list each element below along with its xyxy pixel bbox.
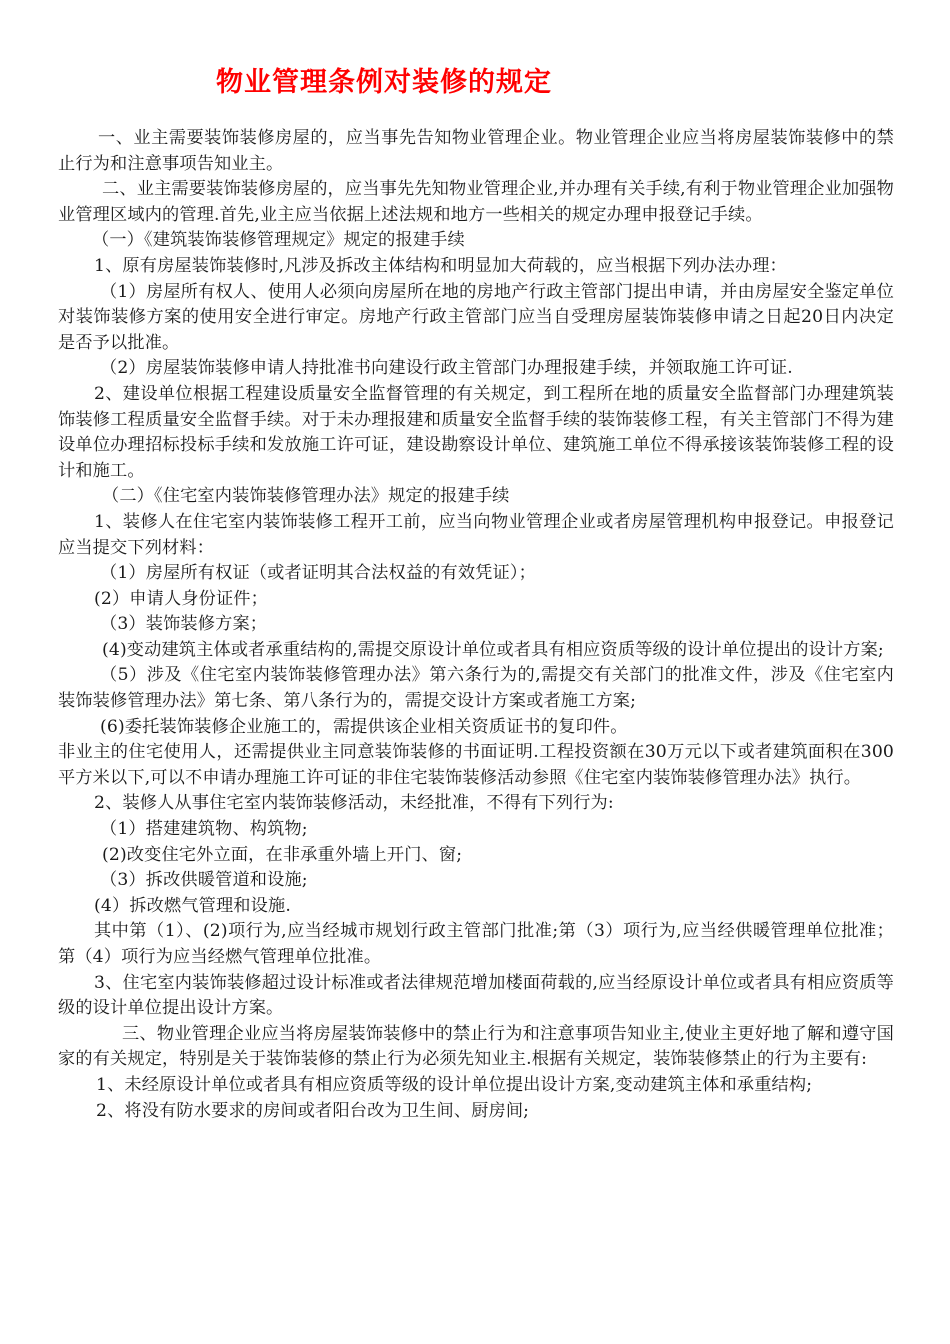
paragraph: （二）《住宅室内装饰装修管理办法》规定的报建手续 (102, 486, 510, 507)
paragraph: 1、原有房屋装饰装修时,凡涉及拆改主体结构和明显加大荷载的，应当根据下列办法办理： (94, 255, 787, 276)
paragraph: (6)委托装饰装修企业施工的，需提供该企业相关资质证书的复印件。 (100, 716, 628, 737)
paragraph: 2、装修人从事住宅室内装饰装修活动，未经批准，不得有下列行为: (94, 793, 614, 814)
paragraph: （1）搭建建筑物、构筑物; (100, 819, 308, 840)
paragraph: (4)变动建筑主体或者承重结构的,需提交原设计单位或者具有相应资质等级的设计单位提出的设计方案; (102, 639, 884, 660)
paragraph: 3、住宅室内装饰装修超过设计标准或者法律规范增加楼面荷载的,应当经原设计单位或者具有相应资质等级的设计单位提出设计方案。 (58, 972, 894, 1019)
paragraph: 二、业主需要装饰装修房屋的，应当事先先知物业管理企业,并办理有关手续,有利于物业管理企业加强物业管理区域内的管理.首先,业主应当依据上述法规和地方一些相关的规定办理申报登记手续。 (58, 179, 894, 225)
paragraph: （1）房屋所有权人、使用人必须向房屋所在地的房地产行政主管部门提出申请，并由房屋安全鉴定单位对装饰装修方案的使用安全进行审定。房地产行政主管部门应当自受理房屋装饰装修申请之日起20日内决定是否予以批准。 (58, 281, 894, 353)
paragraph: (2)改变住宅外立面，在非承重外墙上开门、窗; (102, 844, 463, 865)
paragraph: 2、将没有防水要求的房间或者阳台改为卫生间、厨房间; (96, 1100, 530, 1121)
paragraph: 1、装修人在住宅室内装饰装修工程开工前，应当向物业管理企业或者房屋管理机构申报登记。申报登记应当提交下列材料： (58, 511, 894, 558)
paragraph: 非业主的住宅使用人，还需提供业主同意装饰装修的书面证明.工程投资额在30万元以下或者建筑面积在300平方米以下,可以不申请办理施工许可证的非住宅装饰装修活动参照《住宅室内装饰装修管理办法》执行。 (58, 742, 894, 788)
paragraph: （3）拆改供暖管道和设施; (100, 870, 308, 891)
paragraph: (2）申请人身份证件； (94, 588, 268, 609)
document-page (58, 64, 894, 1124)
paragraph: 一、业主需要装饰装修房屋的，应当事先告知物业管理企业。物业管理企业应当将房屋装饰装修中的禁止行为和注意事项告知业主。 (58, 128, 894, 174)
paragraph: （1）房屋所有权证（或者证明其合法权益的有效凭证）； (100, 563, 536, 584)
paragraph: 1、未经原设计单位或者具有相应资质等级的设计单位提出设计方案,变动建筑主体和承重结构; (96, 1074, 813, 1095)
paragraph: （一）《建筑装饰装修管理规定》规定的报建手续 (92, 230, 465, 251)
paragraph: (4）拆改燃气管理和设施. (94, 895, 291, 916)
paragraph: 2、建设单位根据工程建设质量安全监督管理的有关规定，到工程所在地的质量安全监督部门办理建筑装饰装修工程质量安全监督手续。对于未办理报建和质量安全监督手续的装饰装修工程，有关主管部门不得为建设单位办理招标投标手续和发放施工许可证，建设勘察设计单位、建筑施工单位不得承接该装饰装修工程的设计和施工。 (58, 383, 894, 481)
paragraph: （5）涉及《住宅室内装饰装修管理办法》第六条行为的,需提交有关部门的批准文件，涉及《住宅室内装饰装修管理办法》第七条、第八条行为的，需提交设计方案或者施工方案; (58, 665, 894, 712)
paragraph: 三、物业管理企业应当将房屋装饰装修中的禁止行为和注意事项告知业主,使业主更好地了解和遵守国家的有关规定，特别是关于装饰装修的禁止行为必须先知业主.根据有关规定，装饰装修禁止的行为主要有: (58, 1023, 894, 1070)
paragraph: （3）装饰装修方案； (100, 614, 268, 635)
page-title: 物业管理条例对装修的规定 (216, 67, 552, 98)
document-body (58, 126, 894, 1124)
paragraph: 其中第（1）、(2)项行为,应当经城市规划行政主管部门批准;第（3）项行为,应当经供暖管理单位批准；第（4）项行为应当经燃气管理单位批准。 (58, 921, 894, 967)
paragraph: （2）房屋装饰装修申请人持批准书向建设行政主管部门办理报建手续，并领取施工许可证. (100, 358, 793, 379)
